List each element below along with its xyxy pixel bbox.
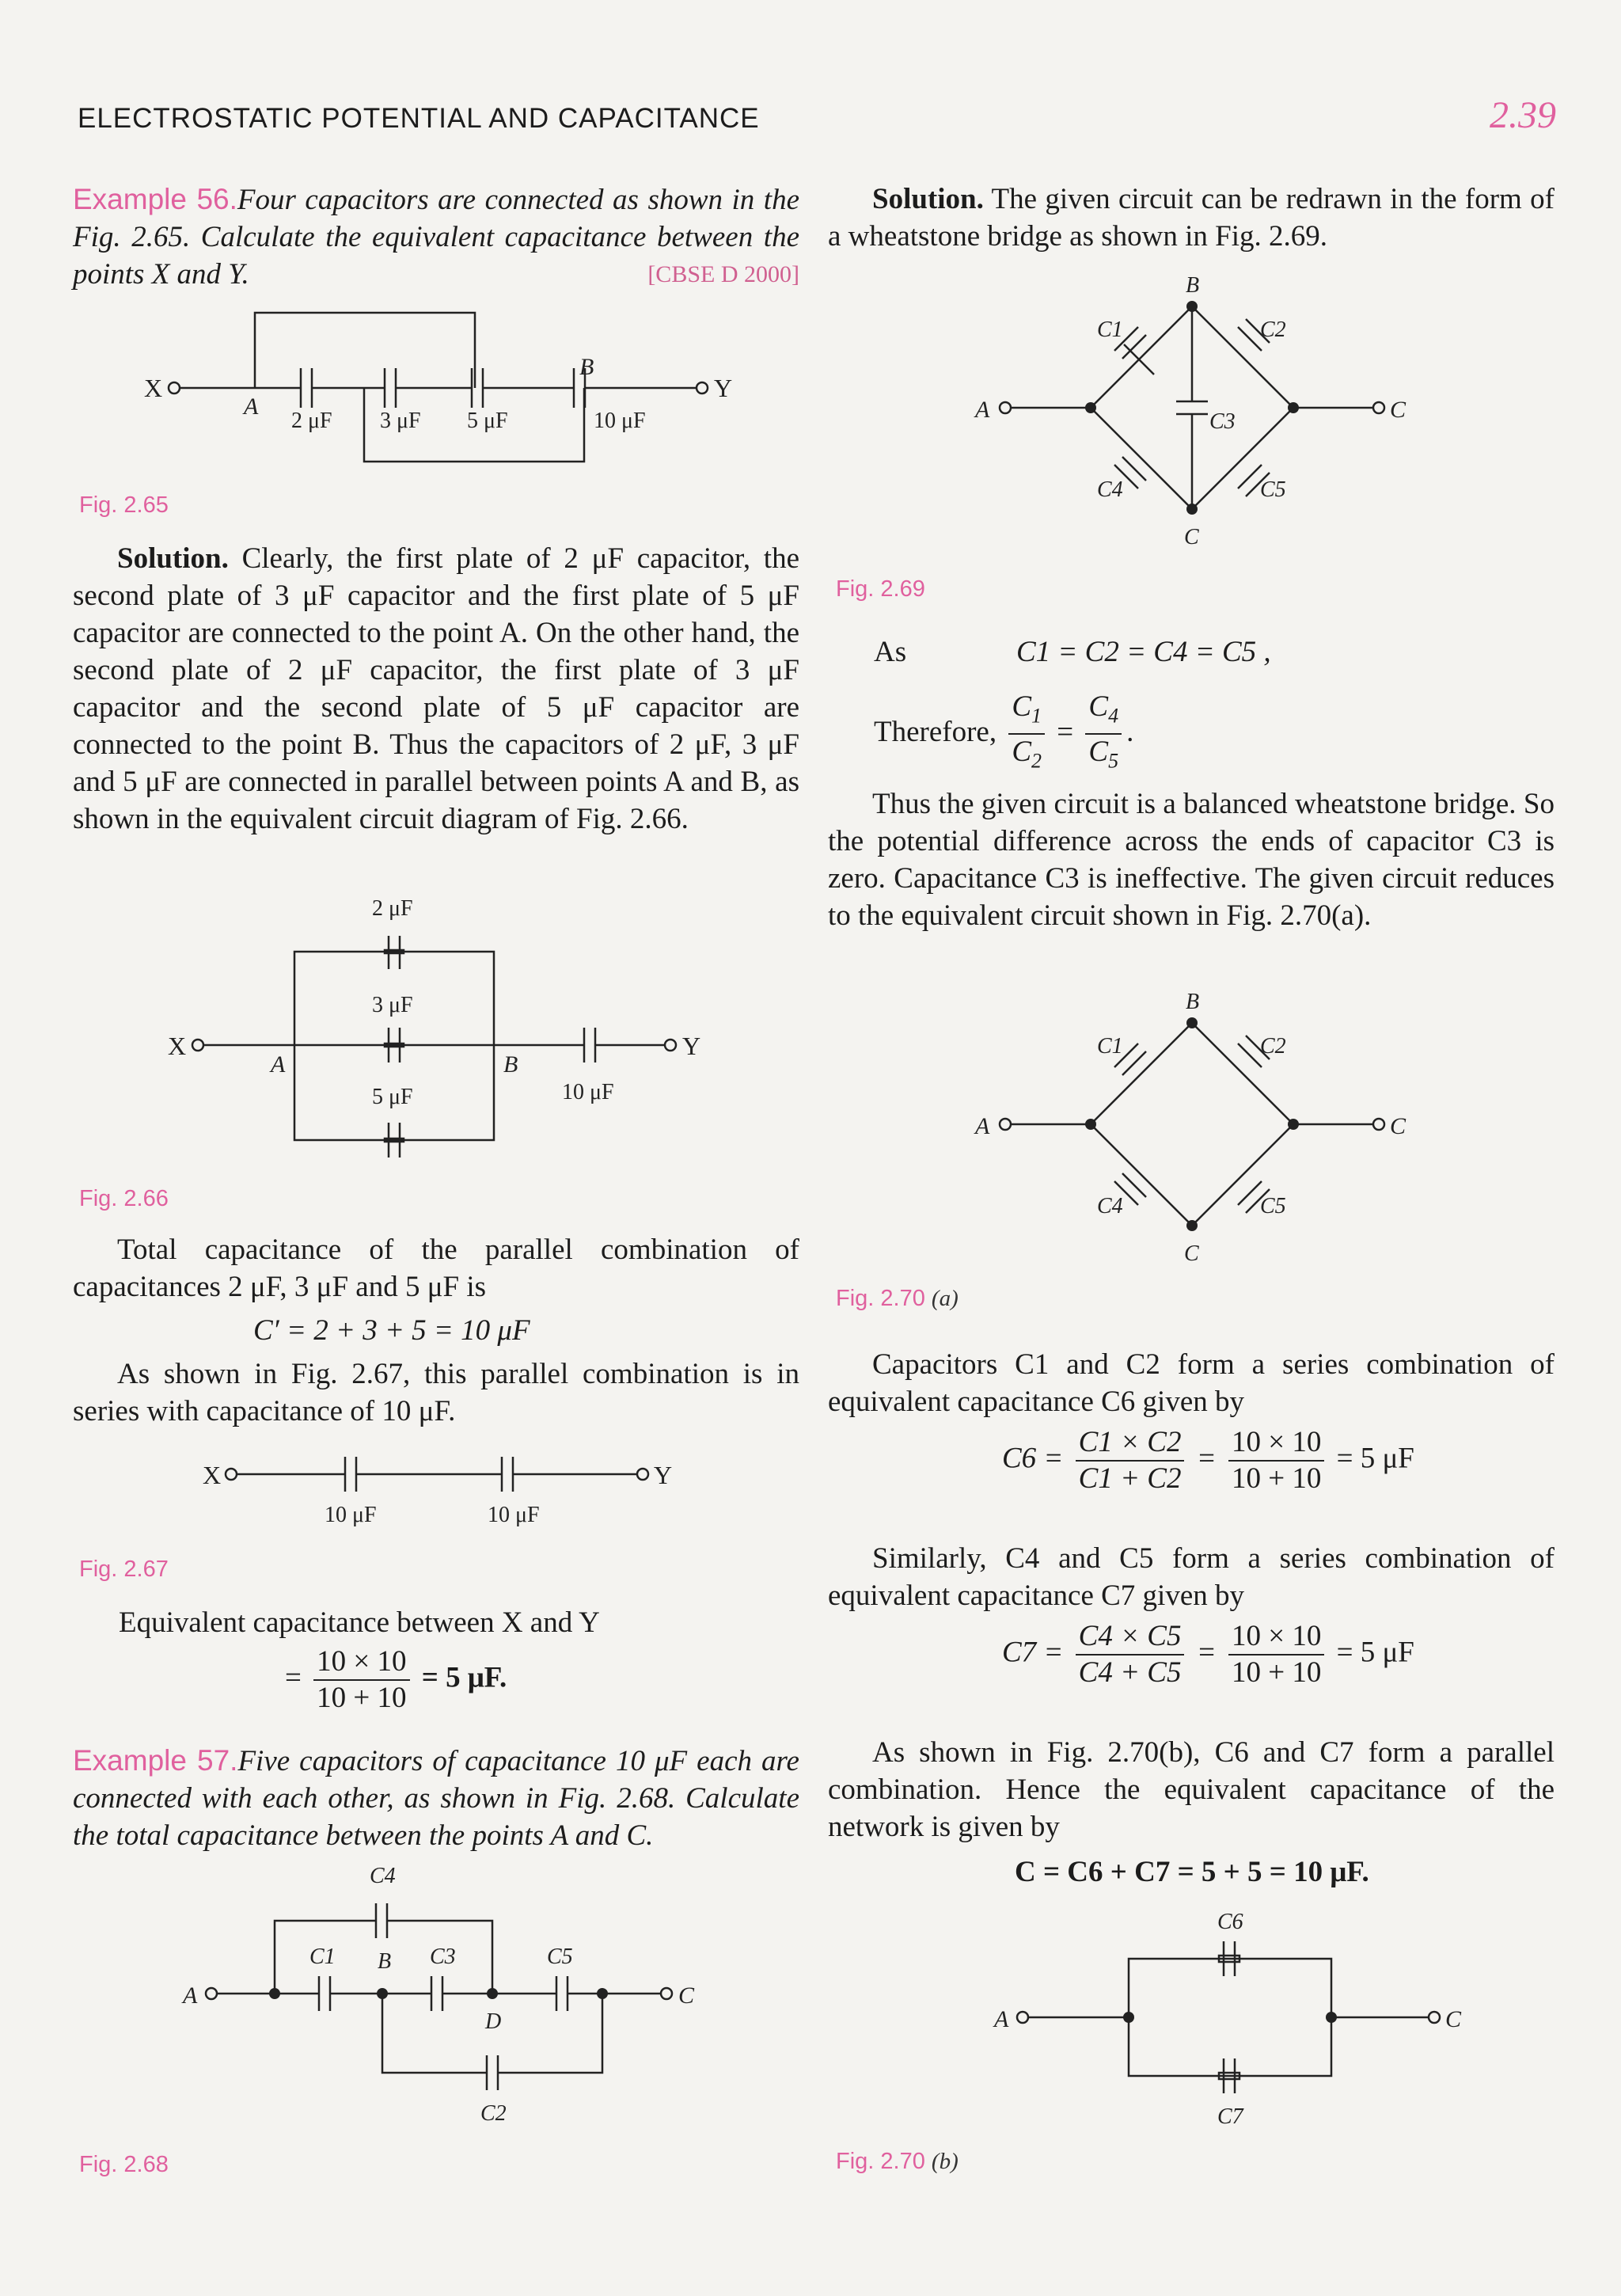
label-a: A [975,397,990,423]
therefore-label: Therefore, [874,715,997,748]
c6-text: Capacitors C1 and C2 form a series combination of equivalent capacitance C6 given by [828,1348,1555,1418]
label-a: A [271,1051,286,1078]
label-c: C [1445,2006,1462,2032]
c7-equation: C7 = $\frac{C4 \times C5}{C4 + C5}$ = $\frac{10 \times 10}{10 + 10}$ = 5 μF [1002,1620,1414,1689]
label-a: A [975,1113,990,1139]
example-56 [73,181,799,293]
solution-label: Solution. [872,183,984,215]
figure-2-68-circuit [170,1861,724,2130]
equiv-result: = 5 μF. [421,1661,507,1694]
figure-2-67-caption: Fig. 2.67 [79,1557,169,1582]
cap-10uf-1: 10 μF [325,1503,377,1527]
figure-2-65-circuit [127,305,744,475]
cap-10uf-2: 10 μF [488,1503,540,1527]
label-c-right: C [1390,1113,1407,1139]
label-c-right: C [1390,397,1407,423]
c7-text: Similarly, C4 and C5 form a series combination of equivalent capacitance C7 given by [828,1542,1555,1612]
equiv-denominator: 10 + 10 [317,1682,407,1714]
equiv-numerator: 10 × 10 [313,1644,409,1681]
cap-5uf: 5 μF [372,1085,413,1109]
cap-2uf: 2 μF [372,896,413,921]
solution-text: Clearly, the first plate of 2 μF capacitor, the second plate of 3 μF capacitor and the first plate of 5 μF capacitor are connected to the point A. On the other hand, the second plate of 2 μF capacitor, the first plate of 3 μF capacitor and the second plate of 5 μF capacitor are connected to the point B. Thus the capacitors of 2 μF, 3 μF and 5 μF are connected in parallel between points A and B, as shown in the equivalent circuit diagram of Fig. 2.66. [73,542,799,835]
cap-5uf: 5 μF [467,409,508,433]
final-result [828,1734,1555,1891]
figure-2-69-circuit [974,265,1441,558]
label-y: Y [714,374,733,402]
label-d: D [485,2009,502,2034]
cap-3uf: 3 μF [372,993,413,1017]
equivalent-capacitance [119,1604,799,1716]
label-c-bottom: C [1184,525,1199,549]
solution-label: Solution. [117,542,229,575]
label-c1: C1 [1097,317,1123,342]
label-c: C [678,1982,695,2009]
label-x: X [203,1461,222,1489]
label-c2: C2 [480,2101,507,2126]
equiv-equation: = $\frac{10 \times 10}{10 + 10}$ = 5 μF. [285,1645,507,1714]
label-x: X [144,374,163,402]
label-c5: C5 [1260,1194,1286,1218]
label-c1: C1 [1097,1034,1123,1059]
cap-10uf: 10 μF [562,1080,614,1104]
label-c1: C1 [309,1944,336,1969]
final-text: As shown in Fig. 2.70(b), C6 and C7 form a parallel combination. Hence the equivalent capacitance of the network is given by [828,1736,1555,1843]
solution-text: The given circuit can be redrawn in the form of a wheatstone bridge as shown in Fig. 2.69. [828,183,1555,253]
figure-2-66-caption: Fig. 2.66 [79,1186,169,1211]
label-c4: C4 [1097,1194,1123,1218]
exam-source: [CBSE D 2000] [647,261,799,287]
label-c-bottom: C [1184,1241,1199,1266]
total-capacitance [73,1231,799,1430]
example-56-question: Four capacitors are connected as shown in the Fig. 2.65. Calculate the equivalent capacitance between the points X and Y. [73,184,799,291]
label-b: B [378,1949,392,1974]
as-label: As [874,636,907,668]
balanced-explanation [828,785,1555,934]
running-header: ELECTROSTATIC POTENTIAL AND CAPACITANCE [78,103,760,134]
label-c3: C3 [430,1944,456,1969]
label-b: B [1186,273,1200,298]
figure-2-70b-caption: Fig. 2.70 (b) [836,2149,959,2174]
label-c5: C5 [547,1944,573,1969]
page-number: 2.39 [1490,94,1556,136]
figure-2-66-circuit [158,893,728,1162]
figure-2-65-caption: Fig. 2.65 [79,492,169,518]
label-c2: C2 [1260,1034,1286,1059]
cap-10uf: 10 μF [594,409,646,433]
equiv-text: Equivalent capacitance between X and Y [119,1606,600,1639]
final-equation: C = C6 + C7 = 5 + 5 = 10 μF. [1015,1856,1369,1888]
figure-2-70a-caption: Fig. 2.70 (a) [836,1286,959,1311]
c6-equation: C6 = $\frac{C1 \times C2}{C1 + C2}$ = $\frac{10 \times 10}{10 + 10}$ = 5 μF [1002,1426,1414,1495]
example-57 [73,1742,799,1854]
figure-2-70a-circuit [974,982,1441,1275]
label-c4: C4 [370,1864,396,1888]
label-x: X [168,1032,187,1060]
label-c2: C2 [1260,317,1286,342]
label-b: B [579,354,594,380]
solution-56 [73,540,799,838]
label-b: B [503,1051,518,1078]
figure-2-69-caption: Fig. 2.69 [836,576,925,602]
balanced-text: Thus the given circuit is a balanced wheatstone bridge. So the potential difference across the ends of capacitor C3 is zero. Capacitance C3 is ineffective. The given circuit reduces to the equivalent circuit shown in Fig. 2.70(a). [828,788,1555,932]
total-text: Total capacitance of the parallel combination of capacitances 2 μF, 3 μF and 5 μF is [73,1234,799,1303]
cap-3uf: 3 μF [380,409,421,433]
label-c6: C6 [1217,1910,1243,1934]
label-b: B [1186,990,1200,1014]
label-y: Y [682,1032,701,1060]
total-equation: C′ = 2 + 3 + 5 = 10 μF [253,1314,530,1347]
label-c3: C3 [1209,409,1236,434]
label-y: Y [654,1461,673,1489]
label-c5: C5 [1260,477,1286,502]
as-equation: C1 = C2 = C4 = C5 , [1016,636,1271,668]
label-a: A [183,1982,198,2009]
example-56-label: Example 56. [73,183,237,215]
cap-2uf: 2 μF [291,409,332,433]
figure-2-68-caption: Fig. 2.68 [79,2152,169,2177]
example-57-label: Example 57. [73,1744,238,1777]
label-c4: C4 [1097,477,1123,502]
label-a: A [994,2006,1009,2032]
c7-derivation [828,1540,1555,1690]
balance-condition: As C1 = C2 = C4 = C5 , Therefore, $\frac{C_1}{C_2}$ = $\frac{C_4}{C_5}$ . [874,633,1555,779]
figure-2-67-circuit [198,1441,704,1536]
example-57-question: Five capacitors of capacitance 10 μF each are connected with each other, as shown in Fig. 2.68. Calculate the total capacitance between the points A and C. [73,1745,799,1852]
label-c7: C7 [1217,2104,1243,2129]
c6-derivation [828,1346,1555,1496]
label-a: A [244,393,259,420]
series-text: As shown in Fig. 2.67, this parallel combination is in series with capacitance of 10 μF. [73,1358,799,1427]
solution-57 [828,181,1555,255]
figure-2-70b-circuit [981,1908,1462,2138]
